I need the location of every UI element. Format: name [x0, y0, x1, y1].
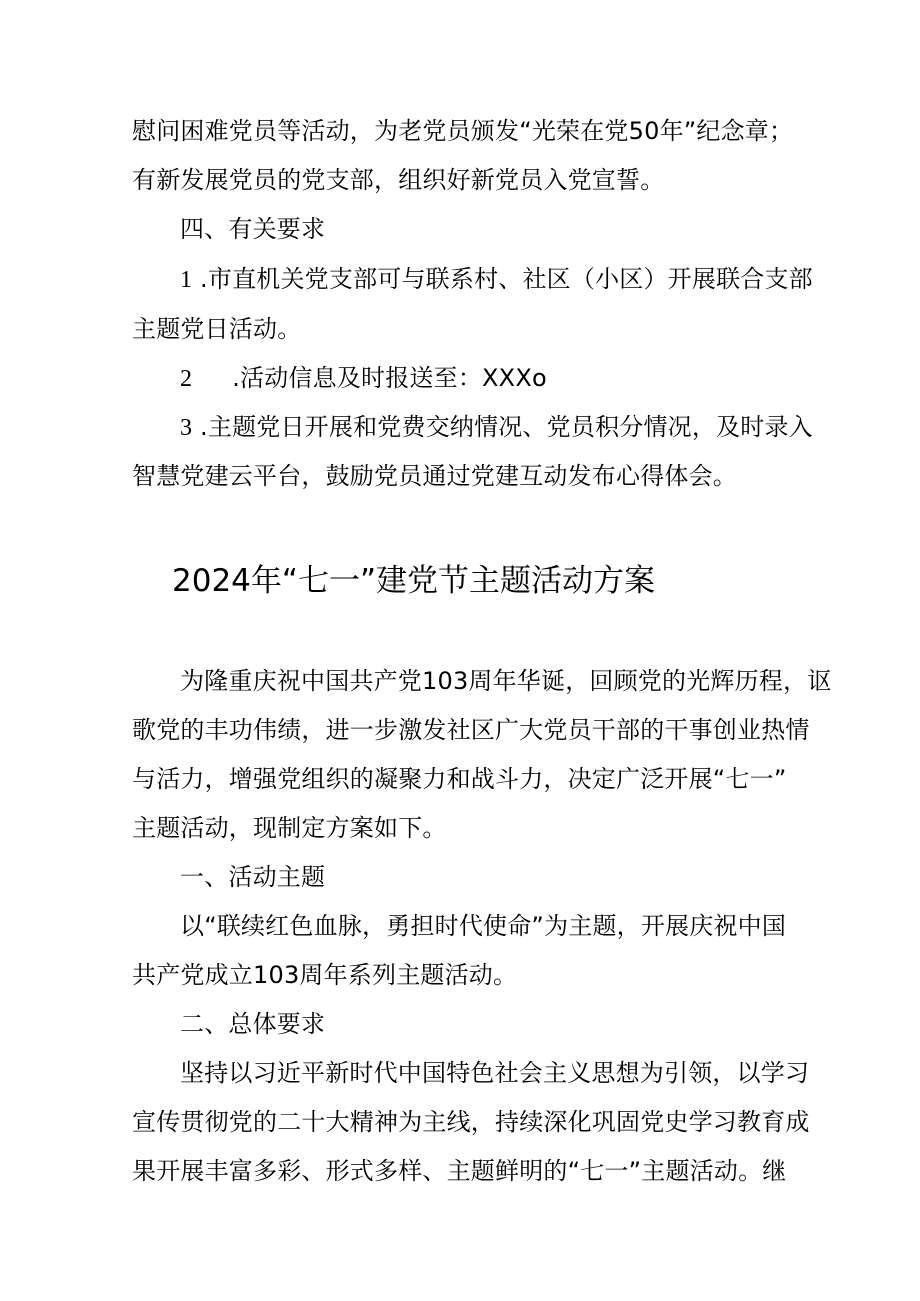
requirement-item-1 [180, 264, 850, 295]
item-text: .主题党日开展和党费交纳情况、党员积分情况，及时录入 [200, 413, 813, 441]
paragraph-line: 与活力，增强党组织的凝聚力和战斗力，决定广泛开展“七一” [132, 765, 787, 793]
paragraph-line: 歌党的丰功伟绩，进一步激发社区广大党员干部的干事创业热情 [132, 716, 810, 744]
document-title: 2024年“七一”建党节主题活动方案 [172, 563, 656, 599]
requirement-item-2 [180, 363, 850, 394]
section-heading-general-requirements: 二、总体要求 [180, 1010, 326, 1038]
paragraph-line: 以“联续红色血脉，勇担时代使命”为主题，开展庆祝中国 [180, 912, 787, 940]
paragraph-line: 主题活动，现制定方案如下。 [132, 814, 447, 842]
paragraph-line: 为隆重庆祝中国共产党103周年华诞，回顾党的光辉历程，讴 [180, 667, 832, 695]
paragraph-line: 主题党日活动。 [132, 315, 302, 343]
item-number: 1 [180, 267, 193, 293]
paragraph-line: 智慧党建云平台，鼓励党员通过党建互动发布心得体会。 [132, 462, 737, 490]
section-heading-theme: 一、活动主题 [180, 863, 326, 891]
item-text: .市直机关党支部可与联系村、社区（小区）开展联合支部 [200, 265, 813, 293]
paragraph-line: 坚持以习近平新时代中国特色社会主义思想为引领，以学习 [180, 1059, 810, 1087]
item-text: .活动信息及时报送至：XXXo [232, 364, 547, 392]
paragraph-line: 果开展丰富多彩、形式多样、主题鲜明的“七一”主题活动。继 [132, 1157, 787, 1185]
paragraph-line: 有新发展党员的党支部，组织好新党员入党宣誓。 [132, 166, 665, 194]
paragraph-line: 宣传贯彻党的二十大精神为主线，持续深化巩固党史学习教育成 [132, 1108, 810, 1136]
section-heading-requirements: 四、有关要求 [180, 215, 326, 243]
paragraph-line: 慰问困难党员等活动，为老党员颁发“光荣在党50年”纪念章； [132, 117, 794, 145]
paragraph-line: 共产党成立103周年系列主题活动。 [132, 961, 518, 989]
item-number: 3 [180, 415, 193, 441]
item-number: 2 [180, 366, 193, 392]
requirement-item-3 [180, 412, 850, 443]
